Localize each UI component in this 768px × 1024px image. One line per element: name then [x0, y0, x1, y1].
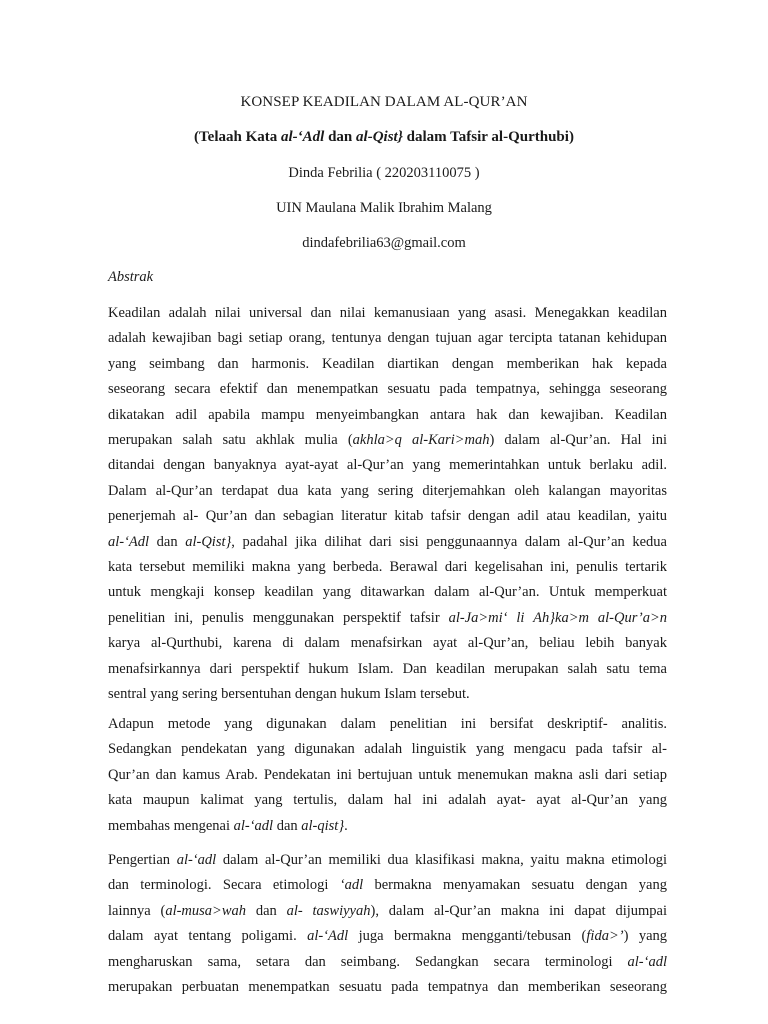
- text-line: yang seimbang dan harmonis. Keadilan diartikan dengan memberikan hak kepada: [108, 355, 667, 372]
- text-line: lainnya (al-musa>wah dan al- taswiyyah), dalam al-Qur’an makna ini dapat dijumpai: [108, 902, 668, 919]
- text-line: Dalam al-Qur’an terdapat dua kata yang sering diterjemahkan oleh kalangan mayoritas: [108, 482, 667, 499]
- text-line: Qur’an dan kamus Arab. Pendekatan ini bertujuan untuk menemukan makna asli dari setiap: [108, 766, 667, 783]
- text-line: al-‘Adl dan al-Qist}, padahal jika dilihat dari sisi penggunaannya dalam al-Qur’an kedua: [108, 533, 667, 550]
- abstract-heading: Abstrak: [108, 269, 154, 285]
- abstract-paragraph-2: [108, 712, 667, 839]
- abstract-paragraph-1: [108, 301, 667, 708]
- abstract-paragraph-3: [108, 848, 667, 1000]
- text-line: karya al-Qurthubi, karena di dalam menafsirkan ayat al-Qur’an, beliau lebih banyak: [108, 635, 667, 652]
- text-line: kata tersebut memiliki makna yang berbeda. Berawal dari kegelisahan ini, penulis tertarik: [108, 559, 667, 576]
- paper-title: KONSEP KEADILAN DALAM AL-QUR’AN: [240, 94, 528, 110]
- text-line: mengharuskan sama, setara dan seimbang. Sedangkan secara terminologi al-‘adl: [108, 953, 667, 970]
- author-email: dindafebrilia63@gmail.com: [302, 235, 466, 251]
- text-line: dikatakan adil apabila mampu menyeimbangkan antara hak dan kewajiban. Keadilan: [108, 406, 667, 423]
- text-line: merupakan salah satu akhlak mulia (akhla>q al-Kari>mah) dalam al-Qur’an. Hal ini: [108, 432, 667, 449]
- text-line: Adapun metode yang digunakan dalam penelitian ini bersifat deskriptif- analitis.: [108, 716, 667, 732]
- text-line: ditandai dengan banyaknya ayat-ayat al-Qur’an yang memerintahkan untuk berlaku adil.: [108, 457, 667, 474]
- text-line: adalah kewajiban bagi setiap orang, tentunya dengan tujuan agar tercipta tatanan kehidupan: [108, 330, 667, 347]
- text-line: Sedangkan pendekatan yang digunakan adalah linguistik yang mengacu pada tafsir al-: [108, 741, 667, 758]
- text-line: dalam ayat tentang poligami. al-‘Adl juga bermakna mengganti/tebusan (fida>’) yang: [108, 928, 667, 945]
- text-line: merupakan perbuatan menempatkan sesuatu pada tempatnya dan memberikan seseorang: [108, 979, 667, 996]
- author-name: Dinda Febrilia ( 220203110075 ): [288, 165, 480, 181]
- text-line: Keadilan adalah nilai universal dan nilai kemanusiaan yang asasi. Menegakkan keadilan: [108, 305, 667, 321]
- text-line: penelitian ini, penulis menggunakan perspektif tafsir al-Ja>mi‘ li Ah}ka>m al-Qur’a>n: [108, 609, 667, 626]
- text-line: penerjemah al- Qur’an dan sebagian literatur kitab tafsir dengan adil atau keadilan, yaitu: [108, 508, 667, 525]
- text-line: dan terminologi. Secara etimologi ‘adl bermakna menyamakan sesuatu dengan yang: [108, 877, 667, 894]
- paper-subtitle: (Telaah Kata al-‘Adl dan al-Qist} dalam Tafsir al-Qurthubi): [194, 129, 574, 145]
- text-line: Pengertian al-‘adl dalam al-Qur’an memiliki dua klasifikasi makna, yaitu makna etimologi: [108, 852, 667, 868]
- text-line: menafsirkannya dari perspektif hukum Islam. Dan keadilan merupakan salah satu tema: [108, 660, 667, 677]
- text-line: sentral yang sering bersentuhan dengan hukum Islam tersebut.: [108, 686, 470, 703]
- text-line: membahas mengenai al-‘adl dan al-qist}.: [108, 817, 348, 834]
- text-line: untuk mengkaji konsep keadilan yang ditawarkan dalam al-Qur’an. Untuk memperkuat: [108, 584, 667, 601]
- text-line: kata maupun kalimat yang tertulis, dalam hal ini adalah ayat- ayat al-Qur’an yang: [108, 792, 667, 809]
- text-line: seseorang secara efektif dan menempatkan sesuatu pada tempatnya, sehingga seseorang: [108, 381, 667, 398]
- author-affiliation: UIN Maulana Malik Ibrahim Malang: [276, 200, 492, 216]
